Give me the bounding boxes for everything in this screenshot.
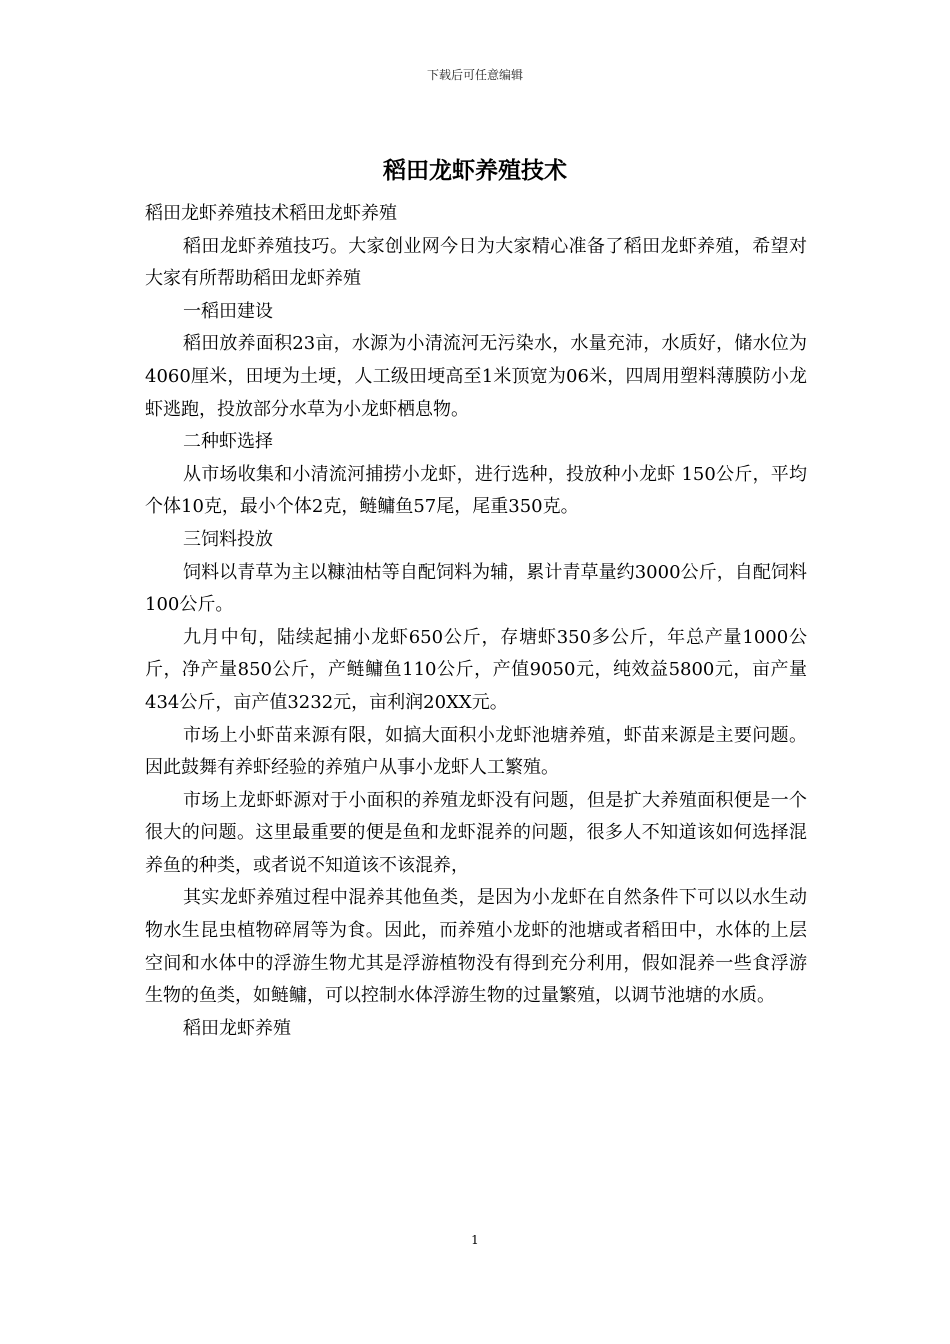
page-number: 1 xyxy=(471,1233,479,1247)
section-heading-1: 一稻田建设 xyxy=(183,300,273,322)
paragraph-closing-heading: 稻田龙虾养殖 xyxy=(183,1017,291,1039)
section-heading-2: 二种虾选择 xyxy=(183,431,273,453)
paragraph-intro: 稻田龙虾养殖技巧。大家创业网今日为大家精心准备了稻田龙虾养殖，希望对大家有所帮助稻田龙虾养殖 xyxy=(145,235,807,290)
paragraph-subtitle: 稻田龙虾养殖技术稻田龙虾养殖 xyxy=(145,203,397,224)
document-body xyxy=(145,198,807,1045)
paragraph-feed: 饲料以青草为主以糠油枯等自配饲料为辅，累计青草量约3000公斤，自配饲料100公斤。 xyxy=(145,561,807,616)
document-title: 稻田龙虾养殖技术 xyxy=(383,157,567,184)
paragraph-mixed-culture-reason: 其实龙虾养殖过程中混养其他鱼类，是因为小龙虾在自然条件下可以以水生动物水生昆虫植物碎屑等为食。因此，而养殖小龙虾的池塘或者稻田中，水体的上层空间和水体中的浮游生物尤其是浮游植物没有得到充分利用，假如混养一些食浮游生物的鱼类，如鲢鳙，可以控制水体浮游生物的过量繁殖，以调节池塘的水质。 xyxy=(145,887,807,1007)
section-heading-3: 三饲料投放 xyxy=(183,528,273,550)
paragraph-fry-source: 市场上小虾苗来源有限，如搞大面积小龙虾池塘养殖，虾苗来源是主要问题。因此鼓舞有养虾经验的养殖户从事小龙虾人工繁殖。 xyxy=(145,724,807,779)
paragraph-field-construction: 稻田放养面积23亩，水源为小清流河无污染水，水量充沛，水质好，储水位为4060厘米，田埂为土埂，人工级田埂高至1米顶宽为06米，四周用塑料薄膜防小龙虾逃跑，投放部分水草为小龙虾栖息物。 xyxy=(145,333,807,420)
paragraph-seed-selection: 从市场收集和小清流河捕捞小龙虾，进行选种，投放种小龙虾 150公斤，平均个体10克，最小个体2克，鲢鳙鱼57尾，尾重350克。 xyxy=(145,463,807,518)
paragraph-mixed-culture-problem: 市场上龙虾虾源对于小面积的养殖龙虾没有问题，但是扩大养殖面积便是一个很大的问题。这里最重要的便是鱼和龙虾混养的问题，很多人不知道该如何选择混养鱼的种类，或者说不知道该不该混养， xyxy=(145,789,807,876)
page-header: 下载后可任意编辑 xyxy=(426,68,523,82)
paragraph-harvest: 九月中旬，陆续起捕小龙虾650公斤，存塘虾350多公斤，年总产量1000公斤，净产量850公斤，产鲢鳙鱼110公斤，产值9050元，纯效益5800元，亩产量434公斤，亩产值3232元，亩利润20XX元。 xyxy=(145,626,807,713)
